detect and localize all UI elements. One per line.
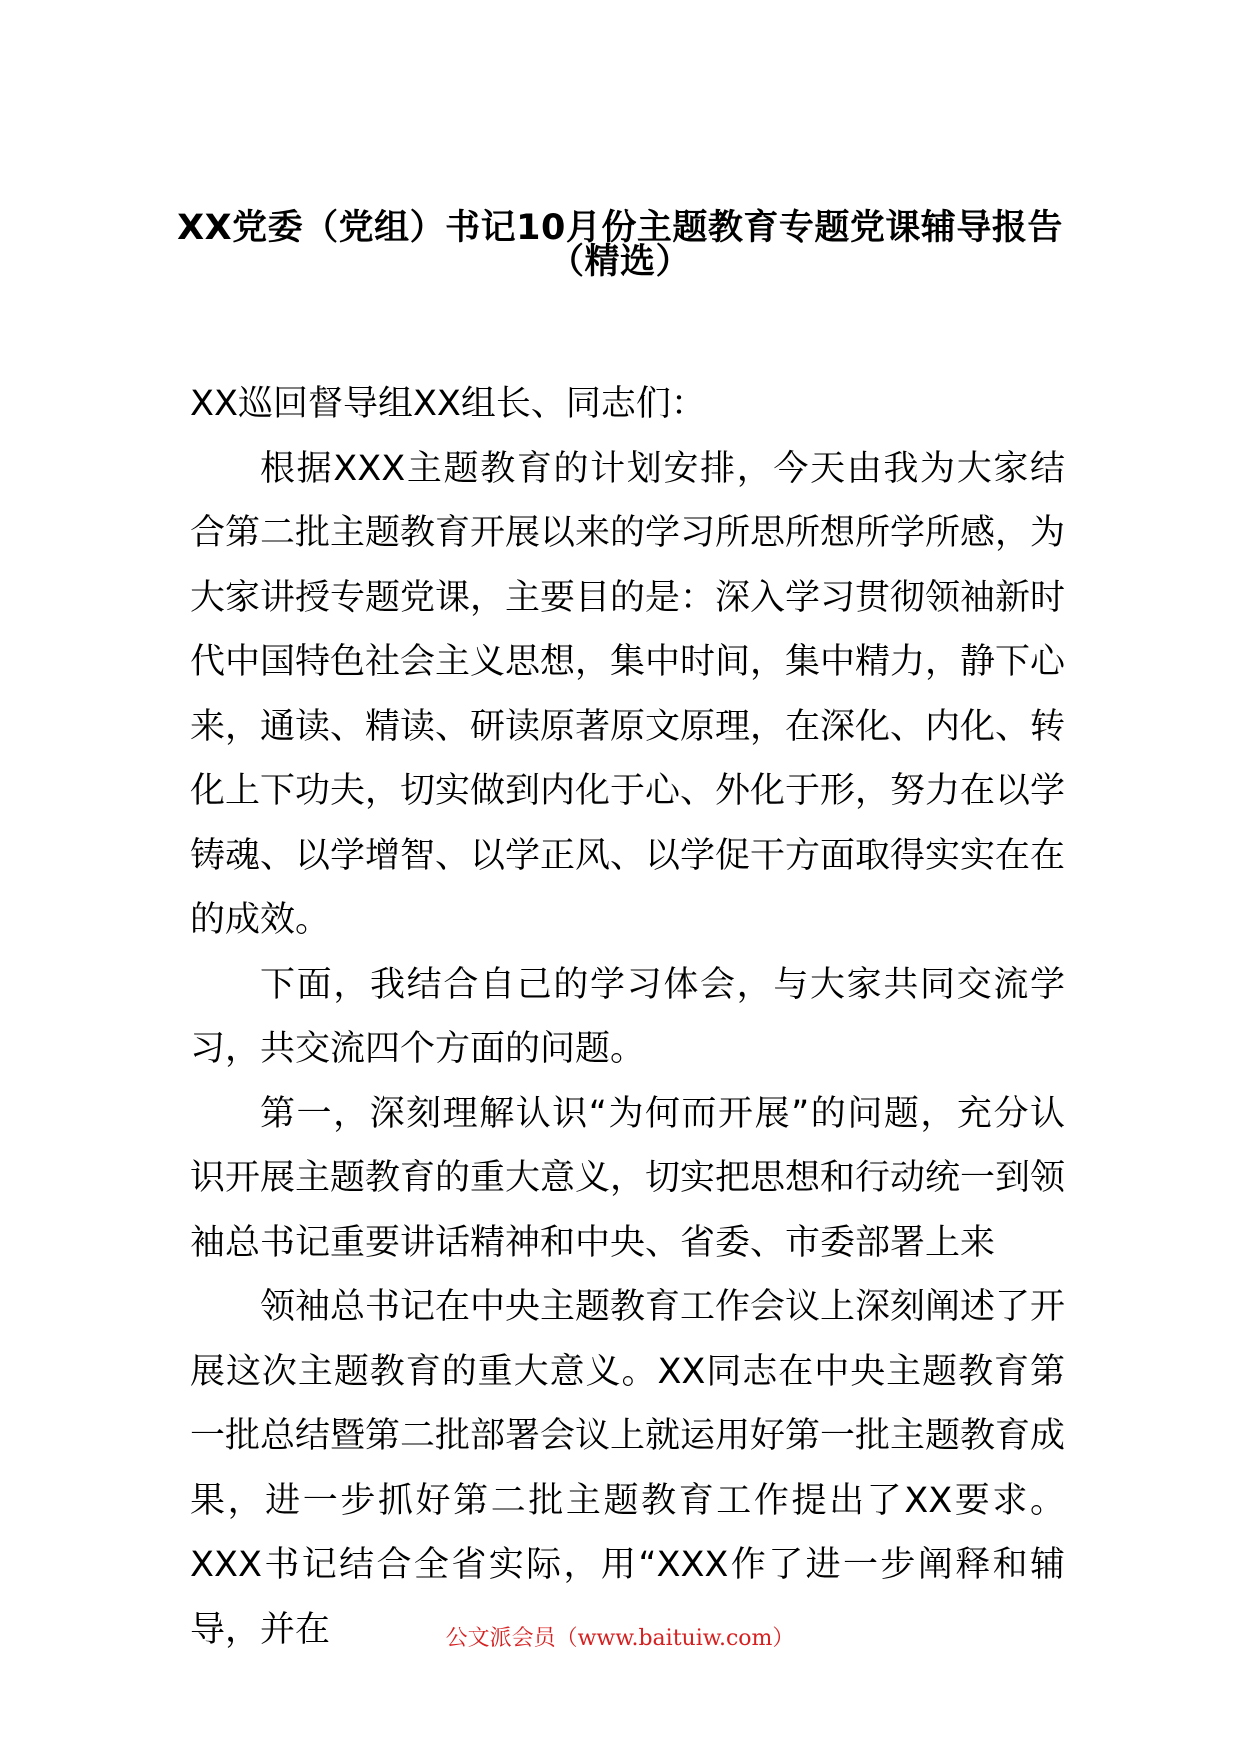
paragraph-section-body: 领袖总书记在中央主题教育工作会议上深刻阐述了开展这次主题教育的重大意义。XX同志在中央主题教育第一批总结暨第二批部署会议上就运用好第一批主题教育成果，进一步抓好第二批主题教育工作提出了XX要求。XXX书记结合全省实际，用“XXX作了进一步阐释和辅导，并在 <box>190 1287 1066 1650</box>
document-body <box>190 372 1065 1662</box>
paragraph-overview: 下面，我结合自己的学习体会，与大家共同交流学习，共交流四个方面的问题。 <box>190 964 1065 1069</box>
paragraph-section-heading: 第一，深刻理解认识“为何而开展”的问题，充分认识开展主题教育的重大意义，切实把思想和行动统一到领袖总书记重要讲话精神和中央、省委、市委部署上来 <box>190 1093 1066 1263</box>
document-subtitle: （精选） <box>548 242 691 282</box>
paragraph-intro: 根据XXX主题教育的计划安排，今天由我为大家结合第二批主题教育开展以来的学习所思所想所学所感，为大家讲授专题党课，主要目的是：深入学习贯彻领袖新时代中国特色社会主义思想，集中时间，集中精力，静下心来，通读、精读、研读原著原文原理，在深化、内化、转化上下功夫，切实做到内化于心、外化于形，努力在以学铸魂、以学增智、以学正风、以学促干方面取得实实在在的成效。 <box>190 448 1066 940</box>
document-title: XX党委（党组）书记10月份主题教育专题党课辅导报告 <box>177 208 1063 248</box>
greeting: XX巡回督导组XX组长、同志们： <box>190 384 706 424</box>
footer-watermark: 公文派会员（www.baituiw.com） <box>445 1626 795 1651</box>
